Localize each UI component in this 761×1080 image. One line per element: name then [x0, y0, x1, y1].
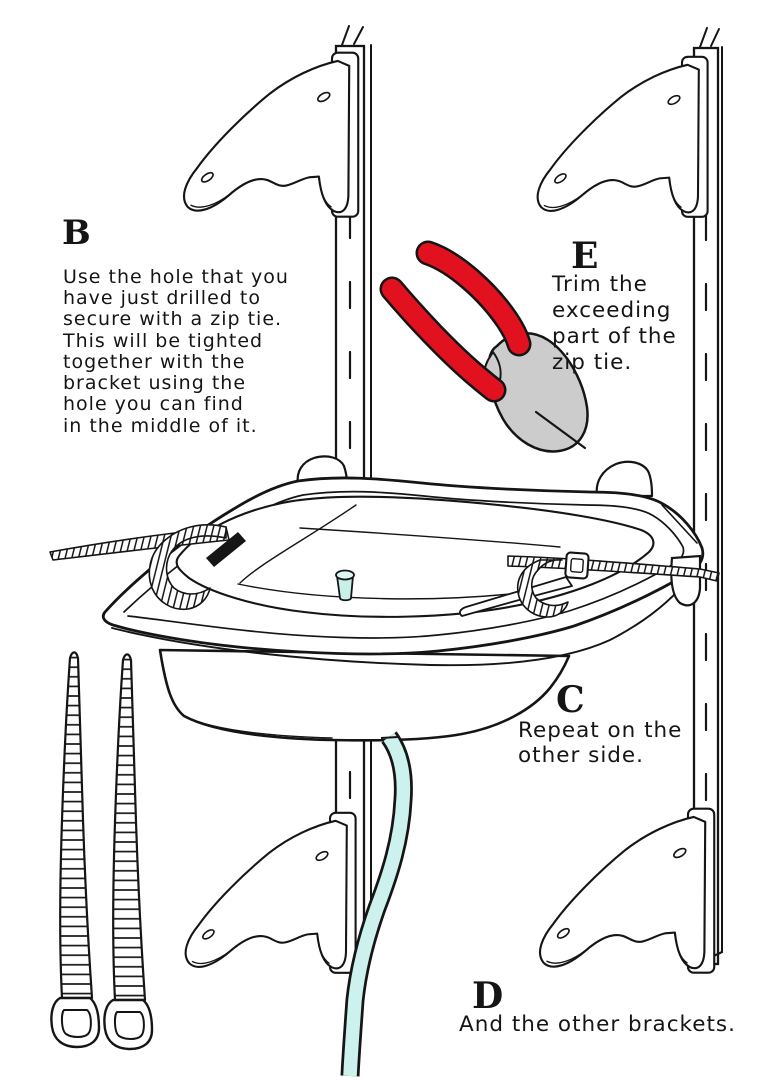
- step-c-line: Repeat on the: [518, 718, 683, 743]
- step-d-line: And the other brackets.: [459, 1012, 736, 1037]
- step-c-letter: C: [556, 679, 585, 721]
- bracket-top-right: [538, 57, 708, 217]
- step-e-line: exceeding: [552, 298, 672, 323]
- step-e-line: Trim the: [552, 272, 648, 297]
- spare-zip-tie-1: [51, 652, 99, 1047]
- step-b: [62, 213, 289, 437]
- step-c-line: other side.: [518, 743, 644, 768]
- step-b-line: secure with a zip tie.: [63, 308, 283, 330]
- bracket-bottom-right: [540, 809, 714, 973]
- step-b-line: bracket using the: [63, 372, 247, 394]
- drain-hose-top-edge: [381, 737, 398, 738]
- rail-top-hooks: [700, 28, 719, 47]
- step-b-line: together with the: [63, 351, 246, 373]
- step-b-letter: B: [62, 213, 91, 253]
- bracket-top-left: [184, 53, 358, 217]
- step-e: [551, 235, 677, 375]
- step-d-letter: D: [472, 975, 504, 1017]
- drain-plug-top: [336, 571, 354, 580]
- bracket-middle-right-foot: [671, 556, 700, 605]
- step-e-letter: E: [571, 235, 599, 277]
- step-b-line: This will be tighted: [63, 330, 264, 352]
- step-d: [459, 975, 736, 1037]
- step-b-line: have just drilled to: [63, 287, 261, 309]
- zip-tie-buckle-hole: [571, 559, 584, 573]
- step-b-line: Use the hole that you: [63, 266, 289, 288]
- step-b-line: hole you can find: [63, 393, 244, 415]
- step-e-line: zip tie.: [552, 350, 633, 375]
- bracket-bottom-left: [186, 813, 356, 973]
- step-b-line: in the middle of it.: [63, 415, 258, 437]
- spare-zip-tie-2: [104, 654, 152, 1049]
- step-e-line: part of the: [552, 324, 677, 349]
- rail-top-hooks: [342, 26, 363, 45]
